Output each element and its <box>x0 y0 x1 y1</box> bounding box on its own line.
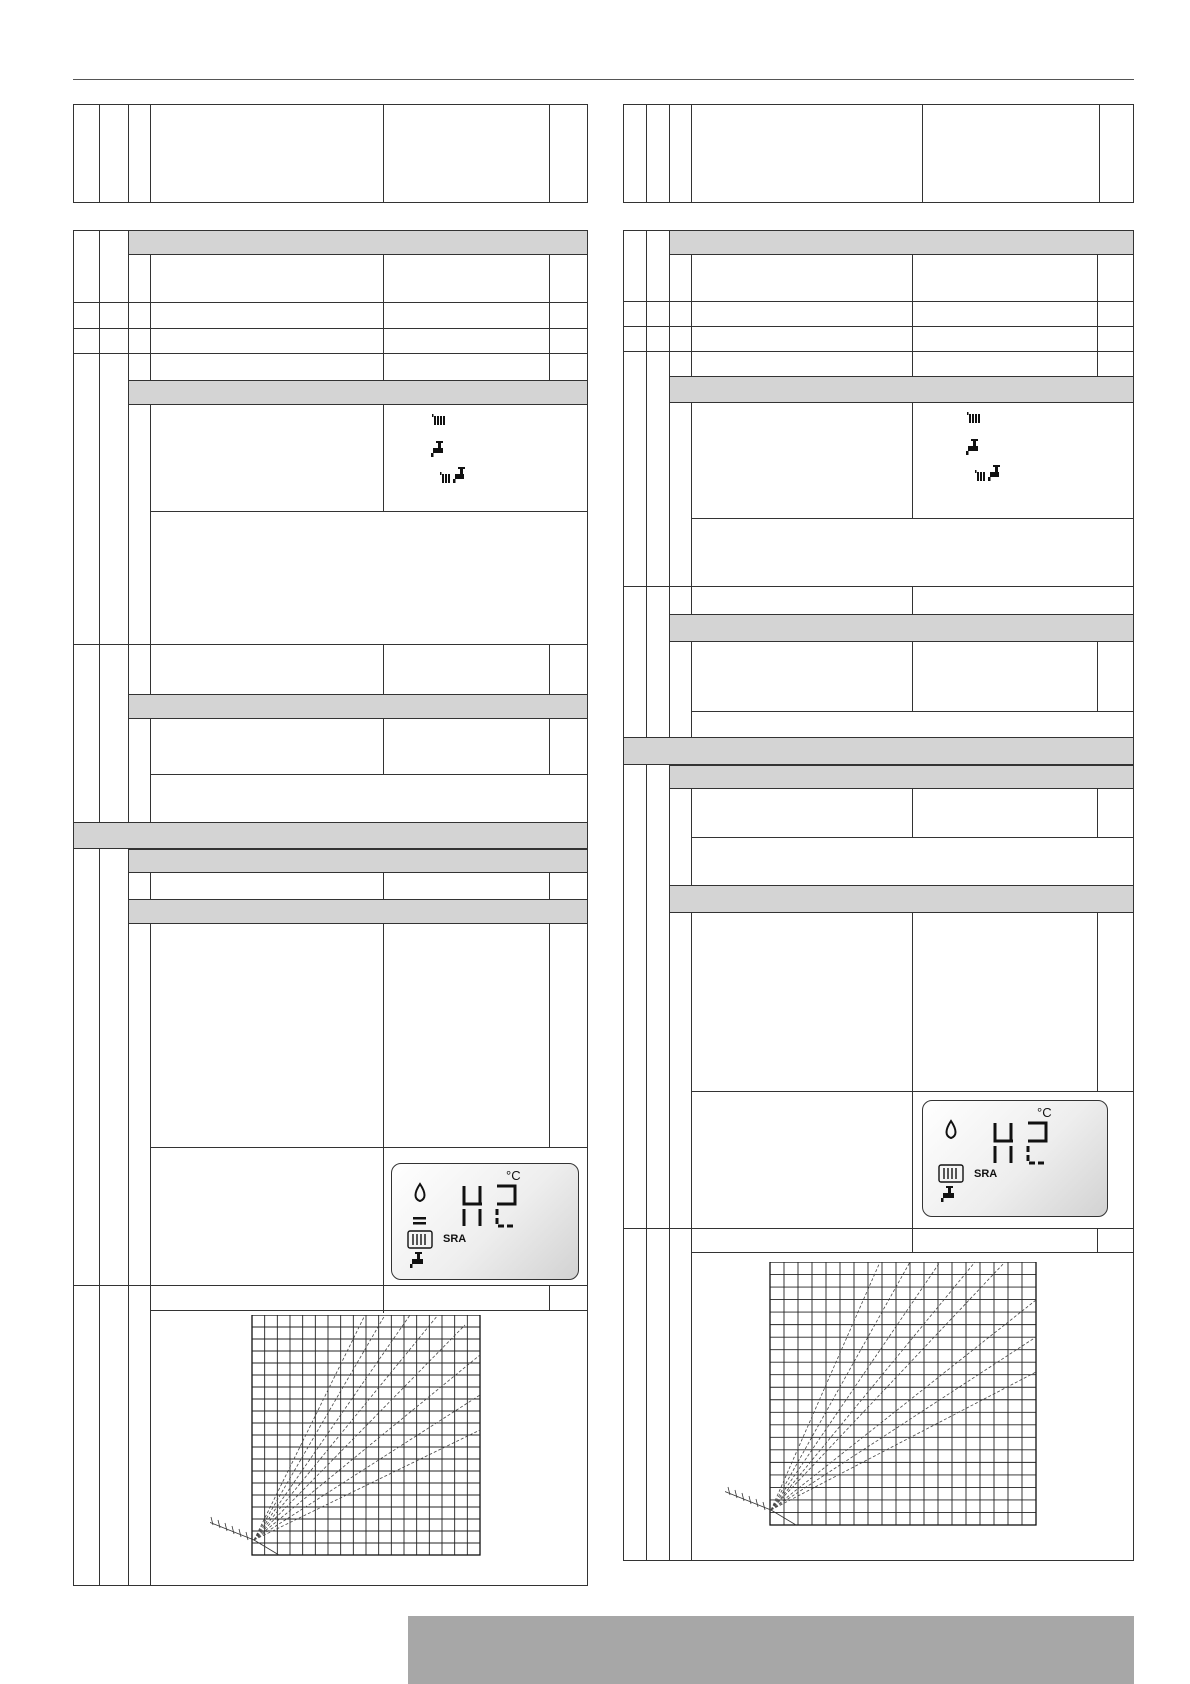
section-bar <box>669 614 1134 642</box>
axis-tick <box>218 1520 220 1528</box>
lcd-unit-label: °C <box>506 1168 521 1183</box>
section-bar <box>669 765 1134 789</box>
section-bar <box>128 694 588 719</box>
lcd-display <box>391 1163 579 1280</box>
lcd-status-text: SRA <box>443 1233 467 1245</box>
axis-tick <box>756 1499 758 1507</box>
flame-icon <box>947 1121 956 1138</box>
lcd-unit-label: °C <box>1037 1105 1052 1120</box>
flame-icon <box>416 1184 425 1201</box>
curve-line <box>771 1300 1036 1510</box>
curve-line <box>771 1372 1036 1510</box>
radiator-icon <box>432 414 445 425</box>
section-bar <box>73 822 588 849</box>
section-bar <box>128 899 588 924</box>
curve-line <box>254 1355 480 1540</box>
section-bar <box>623 737 1134 765</box>
axis-tick <box>246 1532 248 1540</box>
tap-icon <box>431 441 443 457</box>
axis-tick <box>735 1490 737 1498</box>
curve-line <box>254 1315 365 1540</box>
radiator-and-tap-icon <box>440 467 465 483</box>
tap-icon <box>941 1186 954 1202</box>
heating-curve-chart <box>210 1315 510 1560</box>
axis-tick <box>239 1529 241 1537</box>
axis-tick <box>763 1502 765 1510</box>
footer-bar <box>408 1616 1134 1684</box>
seven-segment-digits <box>995 1123 1046 1163</box>
axis-line <box>725 1490 771 1510</box>
lcd-display <box>922 1100 1108 1217</box>
tap-icon <box>966 439 978 455</box>
right-header-table <box>623 104 1134 203</box>
heating-curve-chart <box>725 1262 1060 1532</box>
radiator-and-tap-icon <box>975 465 1000 481</box>
tap-icon <box>410 1252 423 1268</box>
axis-line <box>254 1540 279 1555</box>
curve-line <box>254 1315 385 1540</box>
top-rule <box>73 79 1134 80</box>
mode-icons <box>955 410 1015 490</box>
axis-tick <box>225 1523 227 1531</box>
mode-icons <box>420 412 480 492</box>
axis-tick <box>742 1493 744 1501</box>
axis-tick <box>232 1526 234 1534</box>
curve-line <box>254 1430 480 1540</box>
curve-line <box>254 1325 465 1540</box>
section-bar <box>669 230 1134 255</box>
equals-icon <box>413 1217 426 1225</box>
axis-tick <box>749 1496 751 1504</box>
section-bar <box>669 376 1134 403</box>
lcd-status-text: SRA <box>974 1168 998 1180</box>
radiator-icon <box>939 1165 963 1182</box>
curve-line <box>254 1315 438 1540</box>
section-bar <box>128 230 588 255</box>
curve-line <box>771 1337 1036 1510</box>
seven-segment-digits <box>464 1186 515 1226</box>
curve-line <box>254 1395 480 1540</box>
section-bar <box>128 849 588 873</box>
axis-line <box>210 1520 254 1540</box>
radiator-icon <box>408 1231 432 1248</box>
grid-frame <box>770 1262 1036 1525</box>
section-bar <box>128 380 588 405</box>
radiator-icon <box>967 412 980 423</box>
section-bar <box>669 885 1134 913</box>
